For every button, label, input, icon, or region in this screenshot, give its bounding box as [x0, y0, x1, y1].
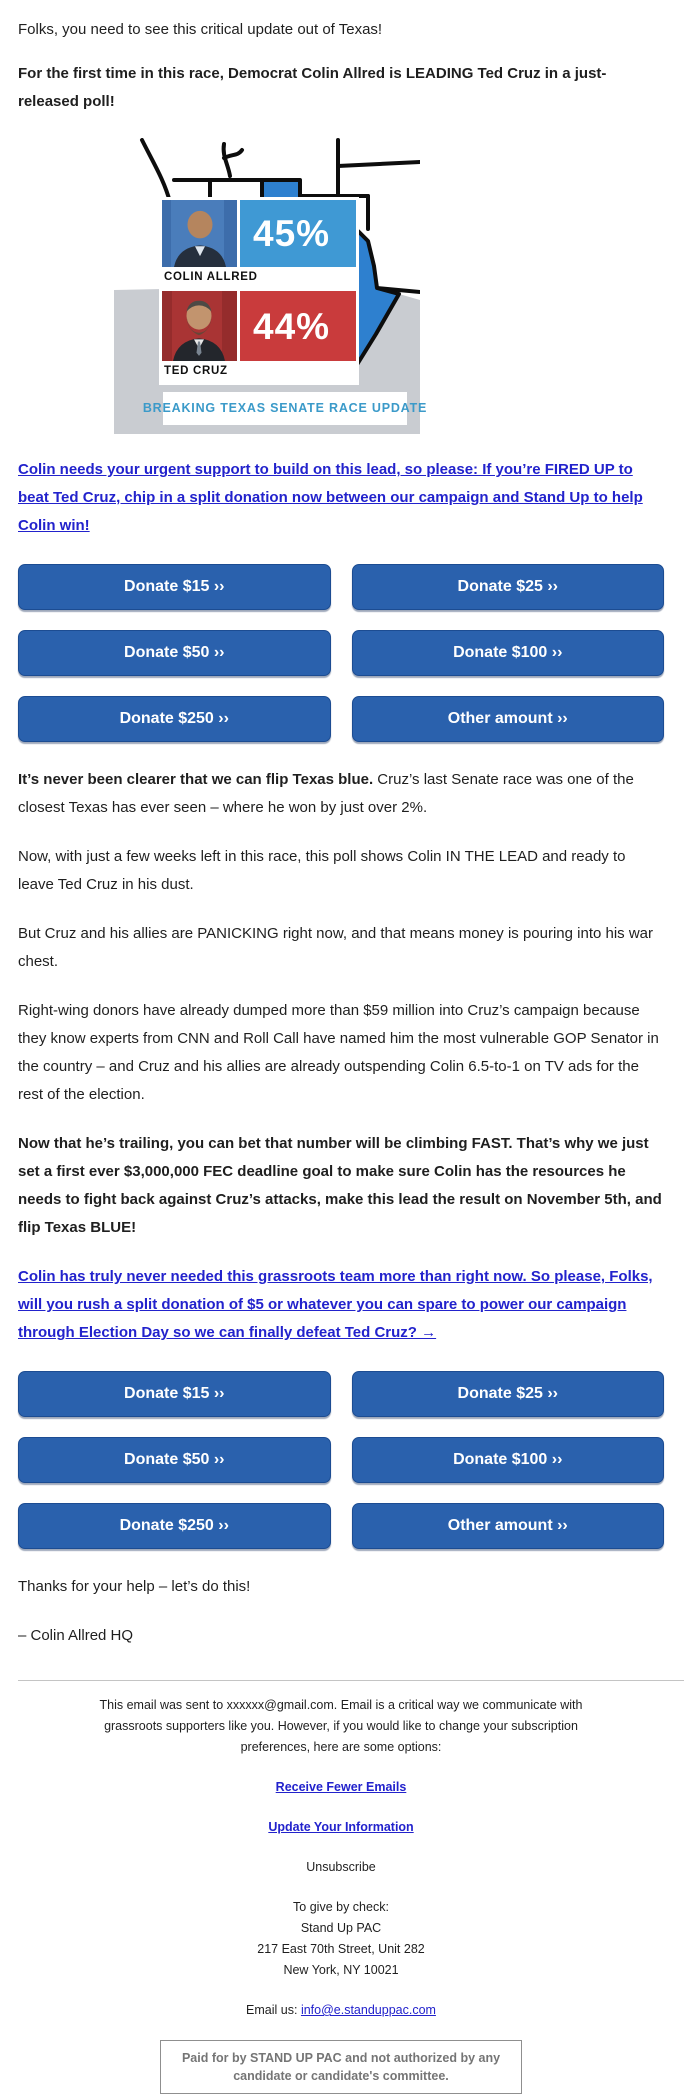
- poll-graphic: [114, 138, 428, 434]
- check-line: New York, NY 10021: [283, 1963, 399, 1977]
- body-paragraph-panicking: But Cruz and his allies are PANICKING right now, and that means money is pouring into his war chest.: [18, 925, 654, 970]
- allred-result-row: [162, 200, 356, 267]
- split-donation-link-1[interactable]: Colin needs your urgent support to build on this lead, so please: If you’re FIRED UP to beat Ted Cruz, chip in a split donation now between our campaign and Stand Up to help Colin win!: [18, 461, 643, 534]
- other-amount-button[interactable]: Other amount ››: [352, 696, 665, 742]
- sent-to-notice: This email was sent to xxxxxx@gmail.com. Email is a critical way we communicate with grassroots supporters like you. However, if you would like to change your subscription preferences, here are some options:: [99, 1698, 583, 1754]
- cruz-percentage: 44%: [240, 291, 356, 361]
- donate-50-button[interactable]: Donate $50 ››: [18, 630, 331, 676]
- footer-divider: [18, 1680, 684, 1681]
- other-amount-button-2[interactable]: Other amount ››: [352, 1503, 665, 1549]
- signature: – Colin Allred HQ: [18, 1627, 134, 1644]
- donate-25-button[interactable]: Donate $25 ››: [352, 564, 665, 610]
- donate-25-button-2[interactable]: Donate $25 ››: [352, 1371, 665, 1417]
- split-donation-link-2[interactable]: Colin has truly never needed this grassroots team more than right now. So please, Folks, will you rush a split donation of $5 or whatever you can spare to power our campaign through Election Day so we can finally defeat Ted Cruz? →: [18, 1268, 653, 1341]
- flip-texas-bold: It’s never been clearer that we can flip Texas blue.: [18, 771, 374, 788]
- paid-for-disclaimer: Paid for by STAND UP PAC and not authorized by any candidate or candidate's committee.: [160, 2040, 522, 2094]
- donate-15-button[interactable]: Donate $15 ››: [18, 564, 331, 610]
- breaking-news-banner: [142, 392, 428, 425]
- unsubscribe-link[interactable]: Unsubscribe: [306, 1860, 376, 1874]
- cruz-result-row: [162, 291, 356, 361]
- email-us-label: Email us:: [246, 2003, 301, 2017]
- email-us-link[interactable]: info@e.standuppac.com: [300, 2003, 436, 2017]
- receive-fewer-emails-link[interactable]: Receive Fewer Emails: [275, 1780, 407, 1794]
- email-footer: [18, 1695, 664, 2094]
- check-line: Stand Up PAC: [300, 1921, 382, 1935]
- body-paragraph-fec-goal: Now that he’s trailing, you can bet that number will be climbing FAST. That’s why we just set a first ever $3,000,000 FEC deadline goal to make sure Colin has the resources he needs to fight back against Cruz’s attacks, make this lead the result on November 5th, and flip Texas BLUE!: [18, 1135, 662, 1236]
- body-paragraph-flip-texas: [18, 766, 664, 822]
- donate-button-grid-1: [18, 564, 664, 742]
- intro-paragraph: Folks, you need to see this critical update out of Texas!: [18, 21, 383, 38]
- colin-allred-photo: [162, 200, 237, 267]
- banner-text: BREAKING TEXAS SENATE RACE UPDATE: [142, 401, 428, 416]
- allred-name-label: COLIN ALLRED: [162, 267, 356, 288]
- check-line: 217 East 70th Street, Unit 282: [257, 1942, 425, 1956]
- body-paragraph-in-the-lead: Now, with just a few weeks left in this race, this poll shows Colin IN THE LEAD and ready to leave Ted Cruz in his dust.: [18, 848, 626, 893]
- flip-texas-rest: Cruz’s last Senate race was one of the closest Texas has ever seen – where he won by just over 2%.: [18, 771, 634, 816]
- cruz-name-label: TED CRUZ: [162, 361, 356, 382]
- closing-thanks: Thanks for your help – let’s do this!: [18, 1578, 251, 1595]
- body-paragraph-donors: Right-wing donors have already dumped more than $59 million into Cruz’s campaign because they know experts from CNN and Roll Call have named him the most vulnerable GOP Senator in the country – and Cruz and his allies are already outspending Colin 6.5-to-1 on TV ads for the rest of the election.: [18, 1002, 659, 1103]
- update-your-information-link[interactable]: Update Your Information: [268, 1820, 414, 1834]
- intro-bold-paragraph: For the first time in this race, Democrat Colin Allred is LEADING Ted Cruz in a just-released poll!: [18, 65, 607, 110]
- donate-250-button[interactable]: Donate $250 ››: [18, 696, 331, 742]
- ted-cruz-photo: [162, 291, 237, 361]
- allred-percentage: 45%: [240, 200, 356, 267]
- donate-100-button[interactable]: Donate $100 ››: [352, 630, 665, 676]
- give-by-check-block: [18, 1897, 664, 1981]
- donate-15-button-2[interactable]: Donate $15 ››: [18, 1371, 331, 1417]
- donate-button-grid-2: [18, 1371, 664, 1549]
- donate-50-button-2[interactable]: Donate $50 ››: [18, 1437, 331, 1483]
- donate-100-button-2[interactable]: Donate $100 ››: [352, 1437, 665, 1483]
- check-line: To give by check:: [293, 1900, 389, 1914]
- donate-250-button-2[interactable]: Donate $250 ››: [18, 1503, 331, 1549]
- poll-results-overlay: [159, 197, 359, 385]
